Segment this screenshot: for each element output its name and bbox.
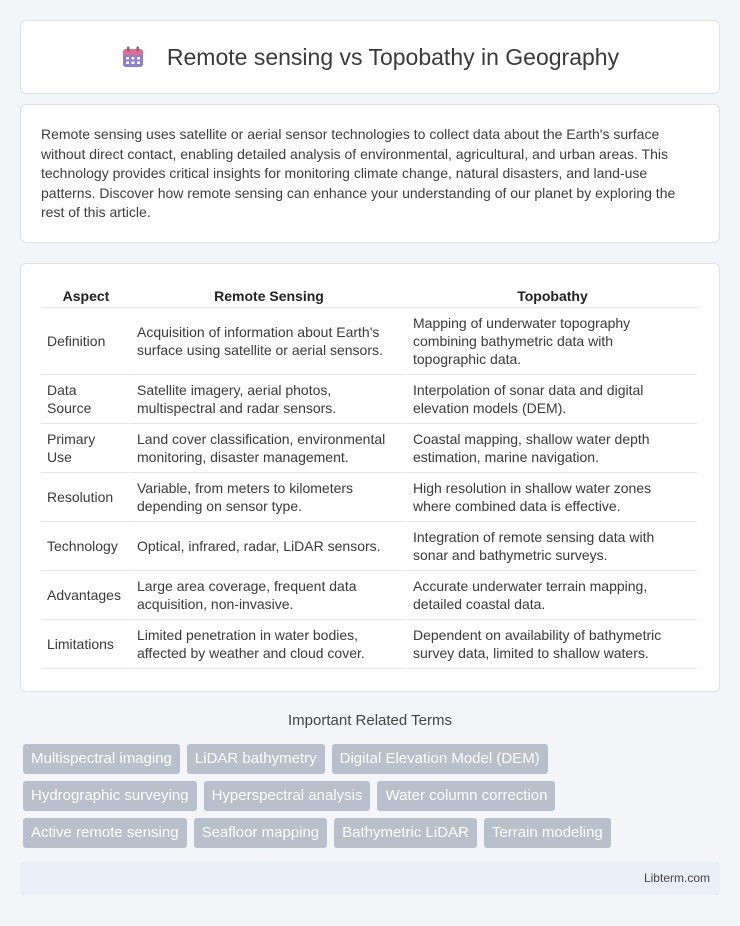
intro-text: Remote sensing uses satellite or aerial sensor technologies to collect data about the Earth's surface without direct contact, enabling detailed analysis of environmental, agricultural, and urban areas. This technology provides critical insights for monitoring climate change, natural disasters, and land-use patterns. Discover how remote sensing can enhance your understanding of our planet by exploring the rest of this article.: [41, 126, 676, 221]
cell-topobathy: Integration of remote sensing data with sonar and bathymetric surveys.: [407, 522, 698, 571]
cell-aspect: Definition: [41, 308, 131, 375]
related-term-tag[interactable]: Water column correction: [377, 781, 555, 811]
related-term-tag[interactable]: Bathymetric LiDAR: [334, 818, 477, 848]
cell-topobathy: High resolution in shallow water zones where combined data is effective.: [407, 473, 698, 522]
cell-remote-sensing: Large area coverage, frequent data acquisition, non-invasive.: [131, 571, 407, 620]
title-card: [20, 20, 720, 94]
table-row: [41, 571, 698, 620]
cell-topobathy: Accurate underwater terrain mapping, detailed coastal data.: [407, 571, 698, 620]
cell-remote-sensing: Land cover classification, environmental monitoring, disaster management.: [131, 424, 407, 473]
cell-remote-sensing: Limited penetration in water bodies, affected by weather and cloud cover.: [131, 620, 407, 669]
cell-remote-sensing: Acquisition of information about Earth's surface using satellite or aerial sensors.: [131, 308, 407, 375]
cell-aspect: Advantages: [41, 571, 131, 620]
tag-row: [23, 781, 723, 811]
related-term-tag[interactable]: Active remote sensing: [23, 818, 187, 848]
header-remote-sensing: Remote Sensing: [131, 284, 407, 308]
related-term-tag[interactable]: Digital Elevation Model (DEM): [332, 744, 548, 774]
table-header-row: [41, 284, 698, 308]
table-row: [41, 473, 698, 522]
related-term-tag[interactable]: Multispectral imaging: [23, 744, 180, 774]
cell-aspect: Resolution: [41, 473, 131, 522]
table-row: [41, 375, 698, 424]
cell-aspect: Limitations: [41, 620, 131, 669]
cell-aspect: Data Source: [41, 375, 131, 424]
cell-topobathy: Coastal mapping, shallow water depth estimation, marine navigation.: [407, 424, 698, 473]
cell-topobathy: Mapping of underwater topography combining bathymetric data with topographic data.: [407, 308, 698, 375]
page-title: Remote sensing vs Topobathy in Geography: [166, 43, 620, 70]
related-term-tag[interactable]: LiDAR bathymetry: [187, 744, 325, 774]
footer: Libterm.com: [20, 862, 720, 895]
related-term-tag[interactable]: Seafloor mapping: [194, 818, 328, 848]
cell-aspect: Primary Use: [41, 424, 131, 473]
header-aspect: Aspect: [41, 284, 131, 308]
table-row: [41, 522, 698, 571]
cell-topobathy: Interpolation of sonar data and digital elevation models (DEM).: [407, 375, 698, 424]
tag-row: [23, 744, 723, 774]
calendar-icon: [121, 45, 145, 69]
header-topobathy: Topobathy: [407, 284, 698, 308]
table-row: [41, 424, 698, 473]
related-terms-title: Important Related Terms: [288, 712, 452, 729]
cell-topobathy: Dependent on availability of bathymetric survey data, limited to shallow waters.: [407, 620, 698, 669]
related-term-tag[interactable]: Hyperspectral analysis: [204, 781, 371, 811]
related-term-tag[interactable]: Hydrographic surveying: [23, 781, 197, 811]
table-row: [41, 620, 698, 669]
tag-row: [23, 818, 723, 848]
table-row: [41, 308, 698, 375]
cell-remote-sensing: Satellite imagery, aerial photos, multispectral and radar sensors.: [131, 375, 407, 424]
related-terms: [23, 744, 723, 855]
related-term-tag[interactable]: Terrain modeling: [484, 818, 611, 848]
cell-remote-sensing: Optical, infrared, radar, LiDAR sensors.: [131, 522, 407, 571]
cell-remote-sensing: Variable, from meters to kilometers depending on sensor type.: [131, 473, 407, 522]
cell-aspect: Technology: [41, 522, 131, 571]
comparison-table: [41, 284, 698, 669]
comparison-card: [20, 263, 720, 692]
intro-card: [20, 104, 720, 243]
